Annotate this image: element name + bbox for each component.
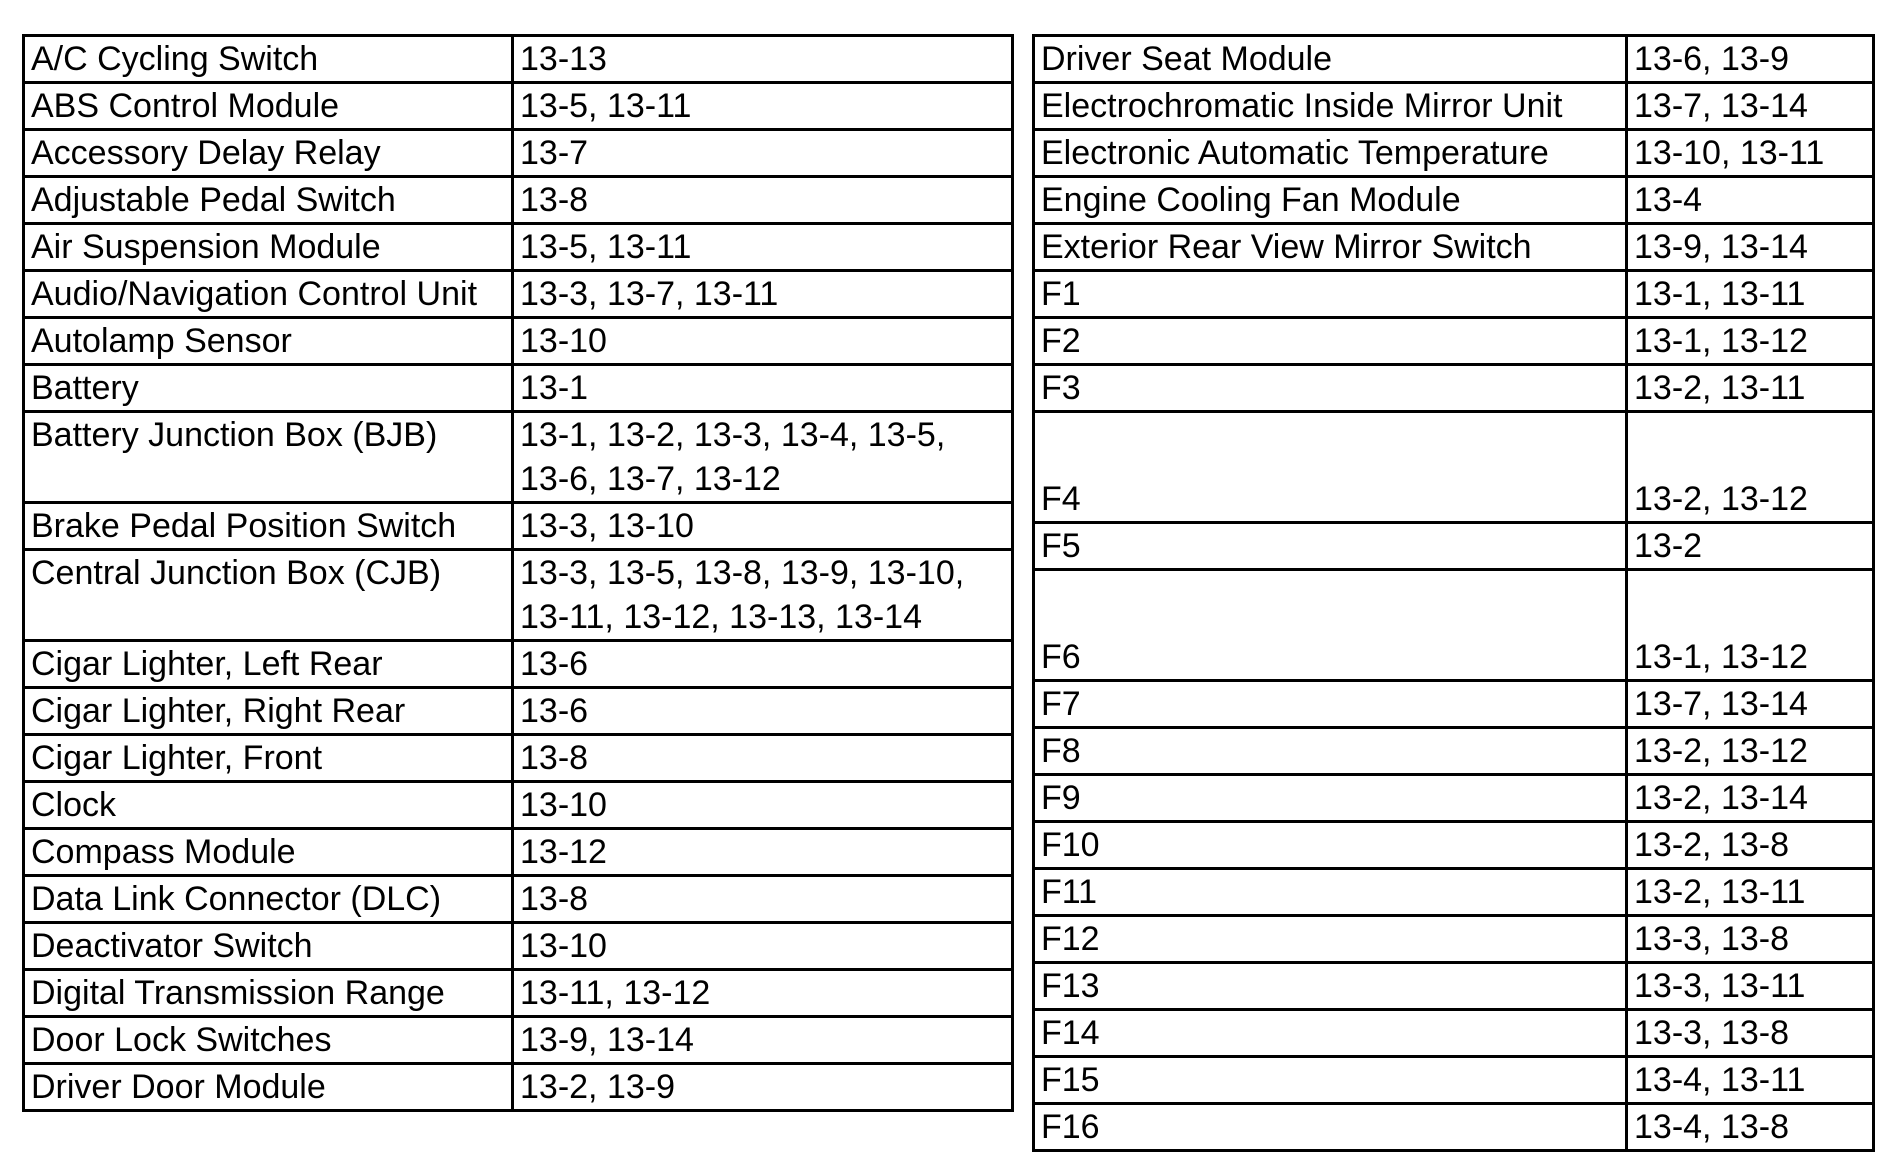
component-name-cell: F3 — [1034, 365, 1627, 412]
page-reference-cell: 13-1, 13-12 — [1627, 318, 1874, 365]
table-row — [24, 876, 1013, 923]
page-reference-line: 13-6, 13-7, 13-12 — [520, 460, 781, 498]
table-row — [24, 503, 1013, 550]
page-reference-cell — [513, 923, 1013, 970]
page-reference-cell: 13-6, 13-9 — [1627, 36, 1874, 83]
page-reference-cell: 13-1, 13-12 — [1627, 570, 1874, 681]
component-name-cell: Cigar Lighter, Left Rear — [24, 641, 513, 688]
table-row — [1034, 728, 1874, 775]
component-name-cell: Cigar Lighter, Right Rear — [24, 688, 513, 735]
component-name-cell: F5 — [1034, 523, 1627, 570]
table-row — [1034, 963, 1874, 1010]
table-row — [1034, 177, 1874, 224]
page-reference-cell: 13-3, 13-11 — [1627, 963, 1874, 1010]
page-reference-line: 13-12 — [520, 833, 607, 871]
component-name-cell: Driver Seat Module — [1034, 36, 1627, 83]
component-name-cell: Audio/Navigation Control Unit — [24, 271, 513, 318]
table-row — [1034, 681, 1874, 728]
component-name-cell: F1 — [1034, 271, 1627, 318]
page-reference-line: 13-8 — [520, 739, 589, 777]
page-reference-cell: 13-7, 13-14 — [1627, 83, 1874, 130]
table-row — [1034, 412, 1874, 523]
component-name-cell: F10 — [1034, 822, 1627, 869]
table-row — [1034, 570, 1874, 681]
table-row — [24, 923, 1013, 970]
page-reference-cell: 13-4, 13-11 — [1627, 1057, 1874, 1104]
table-row — [1034, 271, 1874, 318]
page-reference-cell — [513, 365, 1013, 412]
page-reference-line: 13-1, 13-2, 13-3, 13-4, 13-5, — [520, 416, 946, 454]
page-reference-cell: 13-2, 13-12 — [1627, 412, 1874, 523]
page-reference-line: 13-11, 13-12, 13-13, 13-14 — [520, 598, 922, 636]
page-reference-line: 13-5, 13-11 — [520, 228, 692, 266]
component-name-cell: A/C Cycling Switch — [24, 36, 513, 83]
page-reference-line: 13-10 — [520, 322, 607, 360]
page-reference-cell — [513, 1017, 1013, 1064]
page-reference-cell — [513, 224, 1013, 271]
table-row — [24, 641, 1013, 688]
page-reference-cell: 13-2 — [1627, 523, 1874, 570]
page-reference-cell: 13-2, 13-12 — [1627, 728, 1874, 775]
page-reference-line: 13-2, 13-9 — [520, 1068, 675, 1106]
component-name-cell: Brake Pedal Position Switch — [24, 503, 513, 550]
page-reference-cell — [513, 83, 1013, 130]
table-row — [1034, 822, 1874, 869]
table-row — [1034, 83, 1874, 130]
component-name-cell: F15 — [1034, 1057, 1627, 1104]
page-reference-cell: 13-2, 13-11 — [1627, 869, 1874, 916]
page-reference-line: 13-9, 13-14 — [520, 1021, 694, 1059]
table-row — [1034, 1010, 1874, 1057]
component-name-cell: F2 — [1034, 318, 1627, 365]
page-reference-cell: 13-7, 13-14 — [1627, 681, 1874, 728]
page-reference-line: 13-6 — [520, 645, 589, 683]
table-row — [24, 688, 1013, 735]
component-index-table-left — [22, 34, 1014, 1112]
component-name-cell: F9 — [1034, 775, 1627, 822]
component-name-cell: ABS Control Module — [24, 83, 513, 130]
table-row — [1034, 365, 1874, 412]
table-row — [1034, 130, 1874, 177]
component-name-cell: F11 — [1034, 869, 1627, 916]
component-name-cell: Battery — [24, 365, 513, 412]
component-name-cell: F16 — [1034, 1104, 1627, 1151]
component-name-cell: F14 — [1034, 1010, 1627, 1057]
page-reference-cell: 13-2, 13-8 — [1627, 822, 1874, 869]
component-name-cell: F4 — [1034, 412, 1627, 523]
table-row — [24, 36, 1013, 83]
page-reference-cell — [513, 688, 1013, 735]
component-name-cell: Deactivator Switch — [24, 923, 513, 970]
table-row — [24, 412, 1013, 503]
table-row — [24, 1064, 1013, 1111]
page-reference-cell — [513, 550, 1013, 641]
table-row — [1034, 523, 1874, 570]
table-row — [24, 271, 1013, 318]
page-reference-line: 13-10 — [520, 786, 607, 824]
component-name-cell: Adjustable Pedal Switch — [24, 177, 513, 224]
page-reference-line: 13-8 — [520, 880, 589, 918]
table-row — [24, 550, 1013, 641]
component-name-cell: F6 — [1034, 570, 1627, 681]
table-row — [24, 735, 1013, 782]
page-reference-cell: 13-2, 13-14 — [1627, 775, 1874, 822]
page-reference-cell — [513, 970, 1013, 1017]
page-reference-cell: 13-4 — [1627, 177, 1874, 224]
table-row — [1034, 36, 1874, 83]
component-index-table-right — [1032, 34, 1875, 1152]
table-row — [1034, 869, 1874, 916]
table-row — [1034, 775, 1874, 822]
table-row — [1034, 1057, 1874, 1104]
table-row — [24, 224, 1013, 271]
page-reference-cell: 13-10, 13-11 — [1627, 130, 1874, 177]
page-reference-line: 13-10 — [520, 927, 607, 965]
page-reference-line: 13-3, 13-7, 13-11 — [520, 275, 779, 313]
page-reference-line: 13-8 — [520, 181, 589, 219]
page-reference-cell — [513, 177, 1013, 224]
component-name-cell: Data Link Connector (DLC) — [24, 876, 513, 923]
component-name-cell: Door Lock Switches — [24, 1017, 513, 1064]
page-reference-cell — [513, 641, 1013, 688]
page-reference-cell: 13-3, 13-8 — [1627, 916, 1874, 963]
page-reference-cell — [513, 36, 1013, 83]
page-reference-cell — [513, 130, 1013, 177]
page-reference-cell — [513, 1064, 1013, 1111]
page-reference-cell — [513, 271, 1013, 318]
page-reference-cell: 13-9, 13-14 — [1627, 224, 1874, 271]
page-reference-line: 13-11, 13-12 — [520, 974, 711, 1012]
table-row — [24, 177, 1013, 224]
table-row — [24, 318, 1013, 365]
component-name-cell: Clock — [24, 782, 513, 829]
component-name-cell: Battery Junction Box (BJB) — [24, 412, 513, 503]
page-reference-cell: 13-1, 13-11 — [1627, 271, 1874, 318]
table-body-right — [1034, 36, 1874, 1151]
table-row — [24, 970, 1013, 1017]
component-name-cell: Central Junction Box (CJB) — [24, 550, 513, 641]
component-name-cell: Cigar Lighter, Front — [24, 735, 513, 782]
component-name-cell: F12 — [1034, 916, 1627, 963]
page-reference-line: 13-7 — [520, 134, 589, 172]
page-reference-cell: 13-4, 13-8 — [1627, 1104, 1874, 1151]
component-name-cell: F7 — [1034, 681, 1627, 728]
page-reference-cell — [513, 782, 1013, 829]
component-name-cell: F8 — [1034, 728, 1627, 775]
component-name-cell: Electrochromatic Inside Mirror Unit — [1034, 83, 1627, 130]
page-reference-cell — [513, 829, 1013, 876]
page-reference-line: 13-3, 13-5, 13-8, 13-9, 13-10, — [520, 554, 965, 592]
table-row — [24, 130, 1013, 177]
page-reference-cell — [513, 503, 1013, 550]
table-row — [1034, 318, 1874, 365]
page-reference-line: 13-6 — [520, 692, 589, 730]
component-name-cell: Exterior Rear View Mirror Switch — [1034, 224, 1627, 271]
component-name-cell: Compass Module — [24, 829, 513, 876]
component-name-cell: Digital Transmission Range — [24, 970, 513, 1017]
page-reference-cell — [513, 735, 1013, 782]
component-name-cell: Autolamp Sensor — [24, 318, 513, 365]
page-reference-cell — [513, 876, 1013, 923]
table-row — [24, 829, 1013, 876]
page-reference-cell — [513, 318, 1013, 365]
table-row — [1034, 1104, 1874, 1151]
page-reference-cell: 13-3, 13-8 — [1627, 1010, 1874, 1057]
table-row — [1034, 224, 1874, 271]
page-reference-line: 13-5, 13-11 — [520, 87, 692, 125]
table-row — [24, 365, 1013, 412]
table-row — [24, 1017, 1013, 1064]
page-reference-line: 13-1 — [520, 369, 589, 407]
table-row — [24, 83, 1013, 130]
page-reference-line: 13-3, 13-10 — [520, 507, 694, 545]
page-reference-cell — [513, 412, 1013, 503]
component-name-cell: Electronic Automatic Temperature — [1034, 130, 1627, 177]
component-name-cell: Engine Cooling Fan Module — [1034, 177, 1627, 224]
component-name-cell: Air Suspension Module — [24, 224, 513, 271]
component-name-cell: Driver Door Module — [24, 1064, 513, 1111]
component-name-cell: F13 — [1034, 963, 1627, 1010]
page-reference-line: 13-13 — [520, 40, 607, 78]
component-name-cell: Accessory Delay Relay — [24, 130, 513, 177]
table-row — [24, 782, 1013, 829]
table-body-left — [24, 36, 1013, 1111]
table-row — [1034, 916, 1874, 963]
page-reference-cell: 13-2, 13-11 — [1627, 365, 1874, 412]
